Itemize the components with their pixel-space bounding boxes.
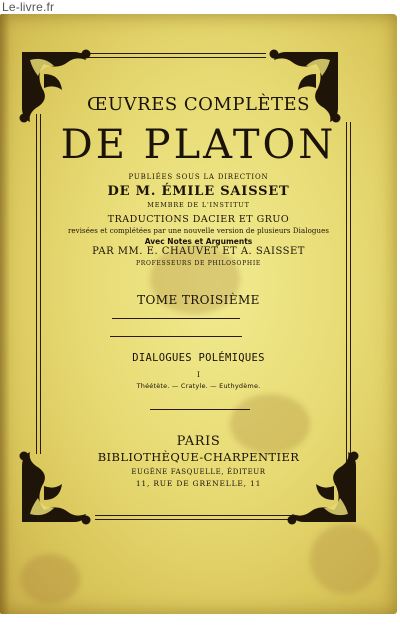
watermark-text: Le-livre.fr xyxy=(2,0,55,14)
book-cover xyxy=(0,14,397,614)
corner-ornament-icon xyxy=(14,44,98,128)
stain xyxy=(20,554,80,604)
divider xyxy=(150,409,250,410)
border-top xyxy=(72,53,266,54)
authors-title: PROFESSEURS DE PHILOSOPHIE xyxy=(136,260,261,267)
publisher-editor: EUGÈNE FASQUELLE, ÉDITEUR xyxy=(131,468,266,476)
border-bottom-inner xyxy=(95,515,295,516)
volume-title: TOME TROISIÈME xyxy=(137,293,260,307)
corner-ornament-icon xyxy=(262,44,346,128)
dialogues-title: DIALOGUES POLÉMIQUES xyxy=(132,352,265,364)
editor-name: DE M. ÉMILE SAISSET xyxy=(107,184,290,199)
border-top-inner xyxy=(72,57,266,58)
divider xyxy=(110,336,242,337)
publisher-name: BIBLIOTHÈQUE-CHARPENTIER xyxy=(97,450,300,464)
book-title: DE PLATON xyxy=(60,122,337,168)
notes-line: Avec Notes et Arguments xyxy=(144,237,253,246)
publication-city: PARIS xyxy=(176,434,221,449)
publisher-address: 11, RUE DE GRENELLE, 11 xyxy=(135,479,262,488)
translations-line: TRADUCTIONS DACIER ET GRUO xyxy=(107,214,290,225)
direction-note: PUBLIÉES SOUS LA DIRECTION xyxy=(128,173,269,181)
editor-title: MEMBRE DE L'INSTITUT xyxy=(147,201,250,209)
revision-note: revisées et complétées par une nouvelle version de plusieurs Dialogues xyxy=(67,227,330,235)
series-title: ŒUVRES COMPLÈTES xyxy=(86,94,311,115)
part-numeral: I xyxy=(197,370,200,379)
authors-line: PAR MM. E. CHAUVET ET A. SAISSET xyxy=(92,246,305,257)
dialogues-list: Théétète. — Cratyle. — Euthydème. xyxy=(136,382,261,390)
border-bottom xyxy=(95,519,295,520)
divider xyxy=(112,318,240,319)
stain xyxy=(310,524,380,594)
